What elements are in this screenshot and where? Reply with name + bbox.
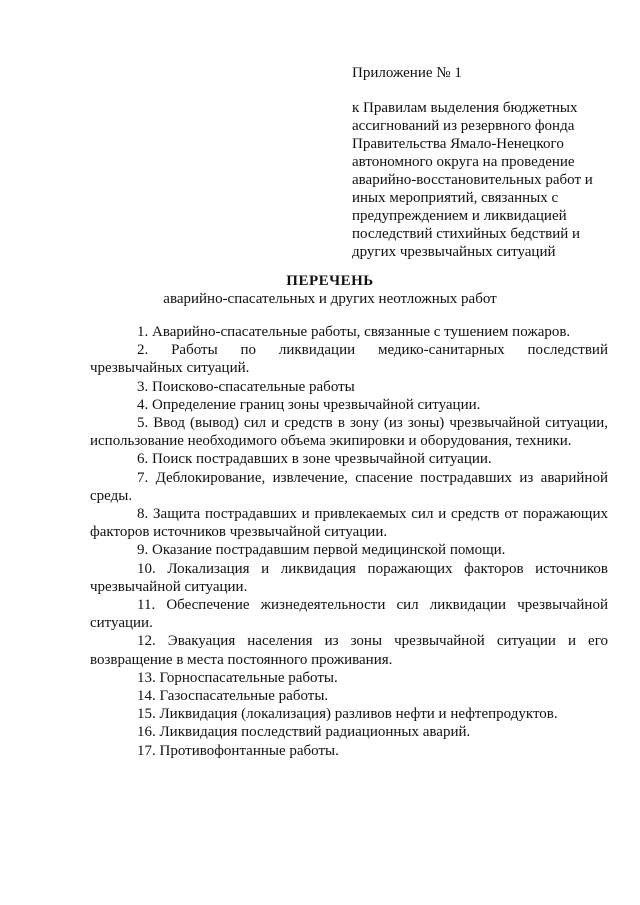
- list-item: 14. Газоспасательные работы.: [137, 688, 329, 705]
- list-item: 13. Горноспасательные работы.: [137, 669, 338, 686]
- list-item: 6. Поиск пострадавших в зоне чрезвычайной ситуации.: [137, 451, 492, 468]
- list-item: 1. Аварийно-спасательные работы, связанные с тушением пожаров.: [137, 324, 571, 340]
- list-item: 11. Обеспечение жизнедеятельности сил ликвидации чрезвычайной ситуации.: [90, 597, 608, 632]
- list-item: 12. Эвакуация населения из зоны чрезвычайной ситуации и его возвращение в места постоянного проживания.: [90, 633, 608, 668]
- document-title: ПЕРЕЧЕНЬ: [286, 273, 374, 289]
- list-item: 7. Деблокирование, извлечение, спасение пострадавших из аварийной среды.: [90, 469, 608, 504]
- title-block: [60, 272, 600, 308]
- list-item: 2. Работы по ликвидации медико-санитарных последствий чрезвычайных ситуаций.: [90, 342, 608, 377]
- list-item: 8. Защита пострадавших и привлекаемых сил и средств от поражающих факторов источников чрезвычайной ситуации.: [90, 506, 608, 541]
- list-item: 3. Поисково-спасательные работы: [137, 378, 355, 395]
- list-item: 9. Оказание пострадавшим первой медицинской помощи.: [137, 542, 506, 559]
- document-subtitle: аварийно-спасательных и других неотложных работ: [163, 291, 497, 307]
- list-item: 10. Локализация и ликвидация поражающих факторов источников чрезвычайной ситуации.: [90, 560, 608, 595]
- list-item: 17. Противофонтанные работы.: [137, 742, 339, 759]
- appendix-reference: к Правилам выделения бюджетных ассигнований из резервного фонда Правительства Ямало-Ненецкого автономного округа на проведение аварийно-восстановительных работ и иных мероприятий, связанных с предупреждением и ликвидацией последствий стихийных бедствий и других чрезвычайных ситуаций: [352, 100, 593, 260]
- list-item: 16. Ликвидация последствий радиационных аварий.: [137, 724, 471, 741]
- appendix-number: Приложение № 1: [352, 65, 462, 81]
- work-list: [90, 323, 608, 760]
- list-item: 15. Ликвидация (локализация) разливов нефти и нефтепродуктов.: [137, 706, 558, 723]
- list-item: 5. Ввод (вывод) сил и средств в зону (из зоны) чрезвычайной ситуации, использование необходимого объема экипировки и оборудования, техники.: [90, 415, 608, 450]
- list-item: 4. Определение границ зоны чрезвычайной ситуации.: [137, 396, 481, 413]
- appendix-header: [352, 64, 622, 261]
